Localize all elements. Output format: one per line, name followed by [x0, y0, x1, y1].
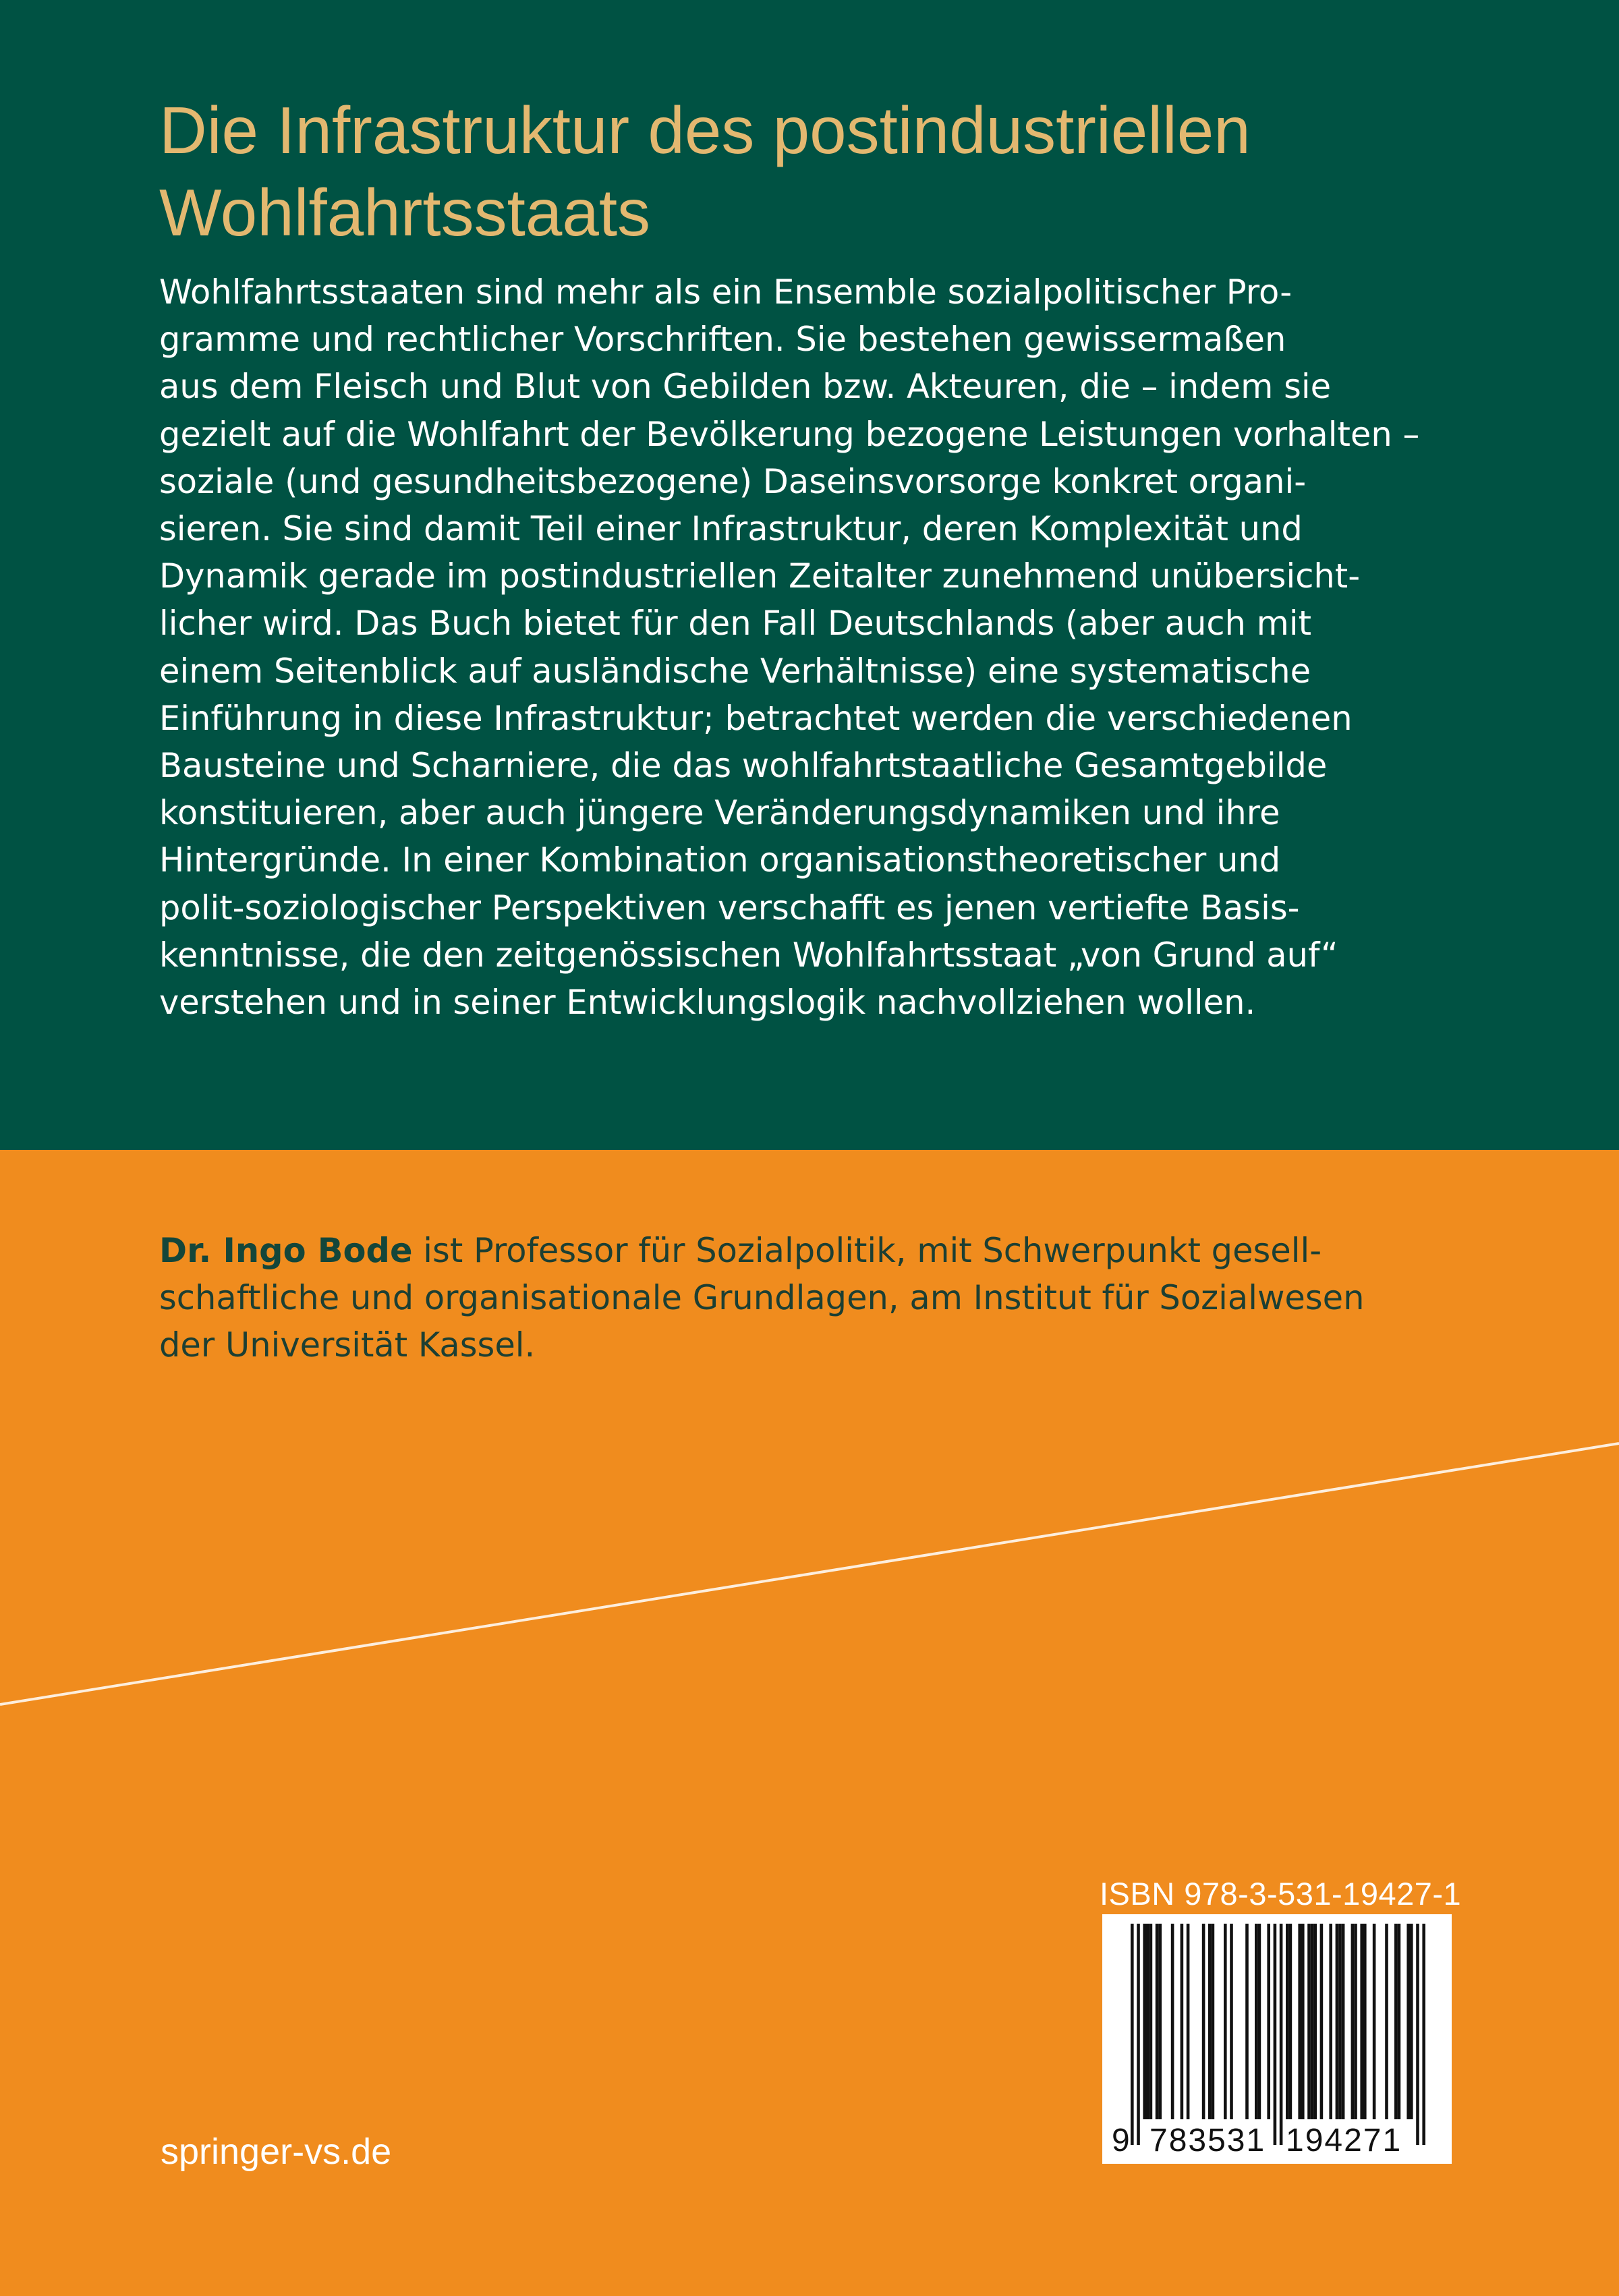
book-title — [159, 89, 1508, 254]
author-bio — [159, 1227, 1475, 1369]
barcode-bar — [1267, 1924, 1270, 2119]
blurb-line: Bausteine und Scharniere, die das wohlfahrtstaatliche Gesamtgebilde — [159, 746, 1328, 786]
barcode-bar — [1187, 1924, 1190, 2119]
barcode — [1102, 1914, 1452, 2164]
barcode-bar — [1245, 1924, 1249, 2119]
barcode-bar — [1202, 1924, 1205, 2119]
barcode-bar — [1224, 1924, 1227, 2119]
isbn-label: ISBN 978-3-531-19427-1 — [1100, 1876, 1462, 1912]
barcode-guard-bar — [1137, 1924, 1140, 2145]
blurb-line: sieren. Sie sind damit Teil einer Infrastruktur, deren Komplexität und — [159, 509, 1303, 549]
author-bio-line — [159, 1227, 1475, 1274]
barcode-bar — [1158, 1924, 1162, 2119]
barcode-guard-bar — [1422, 1924, 1425, 2145]
barcode-bar — [1385, 1924, 1388, 2119]
barcode-digit-first: 9 — [1112, 2123, 1130, 2158]
barcode-bar — [1394, 1924, 1398, 2119]
barcode-bar — [1258, 1924, 1261, 2119]
barcode-digits — [1102, 2122, 1452, 2161]
blurb-line: gramme und rechtlicher Vorschriften. Sie bestehen gewissermaßen — [159, 320, 1286, 360]
blurb-line: Einführung in diese Infrastruktur; betrachtet werden die verschiedenen — [159, 698, 1353, 738]
barcode-bar — [1313, 1924, 1317, 2119]
barcode-bar — [1230, 1924, 1233, 2119]
author-bio-line: der Universität Kassel. — [159, 1325, 536, 1365]
blurb-line: kenntnisse, die den zeitgenössischen Wohlfahrtsstaat „von Grund auf“ — [159, 935, 1338, 975]
blurb-line: Hintergründe. In einer Kombination organisationstheoretischer und — [159, 840, 1281, 880]
barcode-bar — [1338, 1924, 1342, 2119]
barcode-bar — [1298, 1924, 1301, 2119]
blurb-line: licher wird. Das Buch bietet für den Fall Deutschlands (aber auch mit — [159, 604, 1312, 643]
barcode-bar — [1171, 1924, 1174, 2119]
author-bio-line: schaftliche und organisationale Grundlagen, am Institut für Sozialwesen — [159, 1278, 1365, 1317]
barcode-bar — [1354, 1924, 1357, 2119]
barcode-bar — [1286, 1924, 1289, 2119]
barcode-bar — [1351, 1924, 1355, 2119]
author-bio-text: ist Professor für Sozialpolitik, mit Schwerpunkt gesell- — [412, 1231, 1322, 1270]
barcode-bar — [1212, 1924, 1215, 2119]
title-line: Die Infrastruktur des postindustriellen — [159, 93, 1251, 167]
blurb-line: soziale (und gesundheitsbezogene) Daseinsvorsorge konkret organi- — [159, 461, 1307, 501]
blurb-line: konstituieren, aber auch jüngere Veränderungsdynamiken und ihre — [159, 793, 1280, 833]
blurb-line: Dynamik gerade im postindustriellen Zeitalter zunehmend unübersicht- — [159, 556, 1361, 596]
blurb-line: einem Seitenblick auf ausländische Verhältnisse) eine systematische — [159, 651, 1311, 691]
barcode-digits-left: 783531 — [1149, 2123, 1266, 2158]
barcode-bar — [1301, 1924, 1305, 2119]
blurb-line: Wohlfahrtsstaaten sind mehr als ein Ensemble sozialpolitischer Pro- — [159, 272, 1293, 312]
barcode-bar — [1336, 1924, 1339, 2119]
blurb-line: aus dem Fleisch und Blut von Gebilden bzw. Akteuren, die – indem sie — [159, 367, 1332, 407]
blurb-line: polit-soziologischer Perspektiven verschafft es jenen vertiefte Basis- — [159, 888, 1300, 927]
barcode-bar — [1398, 1924, 1401, 2119]
blurb-line: verstehen und in seiner Entwicklungslogik nachvollziehen wollen. — [159, 983, 1256, 1023]
blurb-text — [159, 268, 1475, 1026]
barcode-bar — [1410, 1924, 1413, 2119]
barcode-bar — [1407, 1924, 1410, 2119]
barcode-bar — [1342, 1924, 1345, 2119]
barcode-bar — [1208, 1924, 1212, 2119]
title-line: Wohlfahrtsstaats — [159, 175, 651, 250]
barcode-bar — [1143, 1924, 1146, 2119]
barcode-bar — [1311, 1924, 1314, 2119]
barcode-bar — [1149, 1924, 1153, 2119]
blurb-line: gezielt auf die Wohlfahrt der Bevölkerung bezogene Leistungen vorhalten – — [159, 414, 1420, 454]
barcode-digits-right: 194271 — [1286, 2123, 1402, 2158]
barcode-guard-bar — [1416, 1924, 1419, 2145]
barcode-bar — [1181, 1924, 1184, 2119]
author-name: Dr. Ingo Bode — [159, 1231, 413, 1270]
barcode-bar — [1146, 1924, 1149, 2119]
barcode-bar — [1307, 1924, 1311, 2119]
barcode-bar — [1373, 1924, 1376, 2119]
barcode-bar — [1320, 1924, 1324, 2119]
barcode-guard-bar — [1274, 1924, 1277, 2145]
barcode-guard-bar — [1131, 1924, 1134, 2145]
publisher-website: springer-vs.de — [161, 2131, 392, 2172]
barcode-bar — [1289, 1924, 1293, 2119]
barcode-bar — [1360, 1924, 1363, 2119]
barcode-bar — [1255, 1924, 1258, 2119]
barcode-guard-bar — [1280, 1924, 1283, 2145]
barcode-bar — [1329, 1924, 1332, 2119]
barcode-bar — [1156, 1924, 1159, 2119]
barcode-bar — [1363, 1924, 1367, 2119]
